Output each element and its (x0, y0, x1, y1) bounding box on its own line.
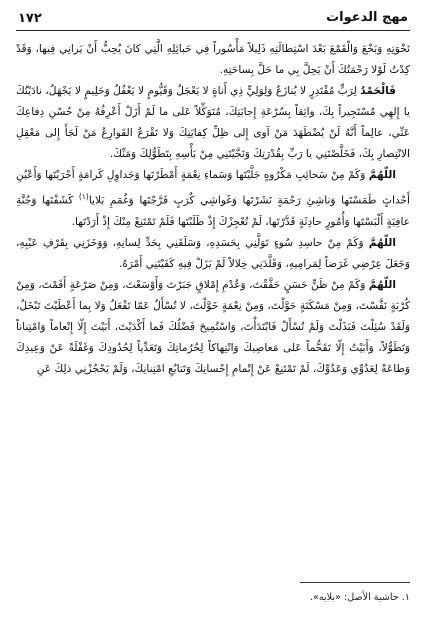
page-header (16, 8, 410, 31)
paragraph-5 (16, 275, 410, 380)
footnote: ١. حاشية الأصل: «بلايه». (309, 592, 410, 603)
paragraph-3 (16, 165, 410, 233)
document-page (16, 8, 410, 624)
paragraph-text-continued: كَشَفْتَها وَجُنَّةِ عافِيَةٍ أَلْبَسْتَها وَأُمُورٍ حادِثَةٍ قَدَّرْتَها، لَمْ تُعْجِزْكَ إِذْ طَلَبْتَها فَلَمْ تَمْتَنِعْ مِنْكَ إِذْ أَرَدْتَها. (16, 194, 410, 228)
paragraph-text: نَخْوَتِهِ وَبَخْعَ وَالْقَمْعَ بَعْدَ اسْتِطالَتِهِ ذَلِيلاً مَأْسُوراً فِي حَبائِلِهِ الَّتِي كانَ يُحِبُّ أَنْ يَرانِي فِيها، وَقَدْ كِدْتُ لَوْلا رَحْمَتُكَ أَنْ يَحِلَّ بِي ما حَلَّ بِساحَتِهِ. (16, 43, 410, 76)
paragraph-lead: اللّهُمَّ (368, 236, 396, 249)
paragraph-text: لِرَبٍّ مُقْتَدِرٍ لا يُنازَعُ وَلِوَلِيٍّ ذِي أَناةٍ لا يَعْجَلُ وَقَيُّومٍ لا يَغْفُلُ وَحَلِيمٍ لا يَجْهَلُ، نادَيْتُكَ يا إِلهِي مُسْتَجِيراً بِكَ، واثِقاً بِسُرْعَةِ إِجابَتِكَ، مُتَوَكِّلاً عَلى ما لَمْ أَزَلْ أَعْرِفُهُ مِنْ حُسْنِ دِفاعِكَ عَنِّي، عالِماً أَنَّهُ لَنْ يُضْطَهَدَ مَنْ آوى إِلى ظِلِّ كِفايَتِكَ وَلا تَقْرَعُ القَوارِعُ مَنْ لَجَأَ إِلى مَعْقِلِ الانْتِصارِ بِكَ، فَخَلَّصْتَنِي يا رَبِّ بِقُدْرَتِكَ وَنَجَّيْتَنِي مِنْ بَأْسِهِ بِتَطَوُّلِكَ وَمَنِّكَ. (16, 85, 410, 160)
footnote-divider (300, 582, 410, 583)
paragraph-1 (16, 39, 410, 81)
paragraph-2 (16, 81, 410, 165)
paragraph-lead: اللّهُمَّ (368, 169, 396, 181)
paragraph-lead: فَالْحَمْدُ (360, 85, 396, 97)
paragraph-text: وَكَمْ مِنْ حاسِدِ سُوءٍ تَوَلَّنِي بِحَسَدِهِ، وَسَلَقَنِي بِحَدِّ لِسانِهِ، وَوَخَزَنِي بِقَرْفِ عَيْبِهِ، وَجَعَلَ عِرْضِي غَرَضاً لِمَرامِيهِ، وَقَلَّدَنِي خِلالاً لَمْ يَزَلْ فِيهِ كَفَيْتَنِي أَمْرَهُ. (16, 236, 410, 270)
footnote-reference: (١) (78, 192, 89, 201)
paragraph-lead: اللّهُمَّ (368, 278, 396, 291)
body-text (16, 39, 410, 380)
paragraph-text: وَكَمْ مِنْ ظَنٍّ حَسَنٍ حَقَّقْتَ، وَعُدْمِ إِمْلاقٍ جَبَرْتَ وَأَوْسَعْتَ، وَمِنْ صَرْعَةٍ أَقَمْتَ، وَمِنْ كُرْبَةٍ نَفَّسْتَ، وَمِنْ مَسْكَنَةٍ حَوَّلْتَ، وَمِنْ نِعْمَةٍ خَوَّلْتَ، لا تُسْأَلُ عَمّا تَفْعَلُ وَلا بِما أَعْطَيْتَ تَبْخَلُ، وَلَقَدْ سُئِلْتَ فَبَذَلْتَ وَلَمْ تُسْأَلْ فَابْتَدَأْتَ، وَاسْتُمِيحَ فَضْلُكَ فَما أَكْدَيْتَ، أَبَيْتَ إِلّا إِنْعاماً وَامْتِناناً وَتَطَوُّلاً، وَأَبَيْتُ إِلّا تَقَحُّماً عَلى مَعاصِيكَ وَانْتِهاكاً لِحُرُماتِكَ وَتَعَدِّياً لِحُدُودِكَ وَغَفْلَةً عَنْ وَعِيدِكَ وَطاعَةً لِعَدُوِّي وَعَدُوِّكَ، لَمْ تَمْتَنِعْ عَنْ إِتْمامِ إِحْسانِكَ وَتَتابُعِ امْتِنانِكَ، وَلَمْ يَحْجُزْنِي ذلِكَ عَنِ (16, 278, 410, 375)
book-title: مهج الدعوات (326, 10, 408, 25)
paragraph-4 (16, 233, 410, 275)
page-number: ١٧٢ (18, 11, 42, 26)
paragraph-text: وَكَمْ مِنْ سَحائِبِ مَكْرُوهٍ جَلَّيْتَها وَسَماءِ نِعْمَةٍ أَمْطَرْتَها وَجَداوِلِ كَرامَةٍ أَجْرَيْتَها وَأَعْيُنِ أَحْداثٍ طَمَسْتَها وَناشِئِ رَحْمَةٍ نَشَرْتَها وَغَواشِي كُرَبٍ فَرَّجْتَها وَغُمَمِ بَلايا (16, 169, 411, 207)
